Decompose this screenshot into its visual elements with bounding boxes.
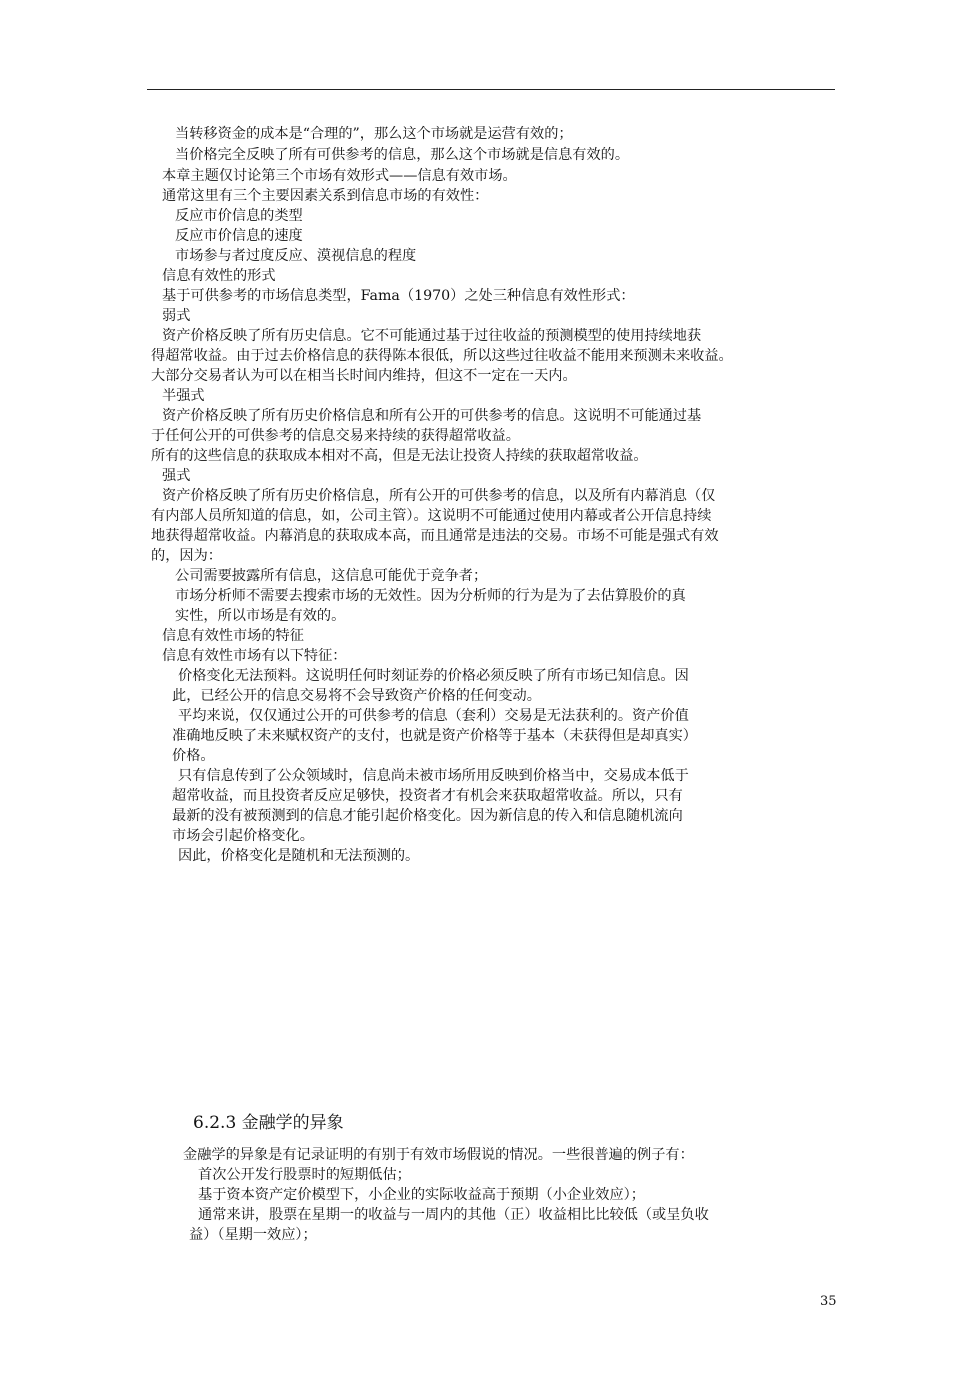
section-heading: 6.2.3 金融学的异象 bbox=[193, 1113, 344, 1133]
text-line: 资产价格反映了所有历史价格信息，所有公开的可供参考的信息，以及所有内幕消息（仅 bbox=[162, 488, 716, 504]
text-line: 公司需要披露所有信息，这信息可能优于竞争者； bbox=[175, 568, 488, 584]
text-line: 信息有效性市场的特征 bbox=[162, 628, 304, 644]
text-line: 因此，价格变化是随机和无法预测的。 bbox=[178, 848, 420, 864]
text-line: 此，已经公开的信息交易将不会导致资产价格的任何变动。 bbox=[172, 688, 541, 704]
text-line: 所有的这些信息的获取成本相对不高，但是无法让投资人持续的获取超常收益。 bbox=[151, 448, 648, 464]
page-number: 35 bbox=[820, 1294, 837, 1309]
text-line: 弱式 bbox=[162, 308, 191, 324]
text-line: 通常这里有三个主要因素关系到信息市场的有效性： bbox=[162, 188, 489, 204]
text-line: 价格变化无法预料。这说明任何时刻证券的价格必须反映了所有市场已知信息。因 bbox=[178, 668, 689, 684]
text-line: 金融学的异象是有记录证明的有别于有效市场假说的情况。一些很普遍的例子有： bbox=[183, 1147, 694, 1163]
text-line: 超常收益，而且投资者反应足够快，投资者才有机会来获取超常收益。所以，只有 bbox=[172, 788, 683, 804]
text-line: 价格。 bbox=[172, 748, 215, 764]
text-line: 通常来讲，股票在星期一的收益与一周内的其他（正）收益相比比较低（或呈负收 bbox=[198, 1207, 709, 1223]
text-line: 的，因为： bbox=[151, 548, 222, 564]
text-line: 地获得超常收益。内幕消息的获取成本高，而且通常是违法的交易。市场不可能是强式有效 bbox=[151, 528, 719, 544]
text-line: 半强式 bbox=[162, 388, 205, 404]
text-line: 当转移资金的成本是“合理的”，那么这个市场就是运营有效的； bbox=[175, 126, 573, 142]
text-line: 基于可供参考的市场信息类型，Fama（1970）之处三种信息有效性形式： bbox=[162, 288, 635, 304]
text-line: 市场分析师不需要去搜索市场的无效性。因为分析师的行为是为了去估算股价的真 bbox=[175, 588, 686, 604]
text-line: 最新的没有被预测到的信息才能引起价格变化。因为新信息的传入和信息随机流向 bbox=[172, 808, 683, 824]
text-line: 实性，所以市场是有效的。 bbox=[175, 608, 346, 624]
text-line: 反应市价信息的速度 bbox=[175, 228, 303, 244]
text-line: 资产价格反映了所有历史价格信息和所有公开的可供参考的信息。这说明不可能通过基 bbox=[162, 408, 702, 424]
text-line: 准确地反映了未来赋权资产的支付，也就是资产价格等于基本（未获得但是却真实） bbox=[172, 728, 697, 744]
text-line: 市场参与者过度反应、漠视信息的程度 bbox=[175, 248, 417, 264]
text-line: 有内部人员所知道的信息，如，公司主管）。这说明不可能通过使用内幕或者公开信息持续 bbox=[151, 508, 712, 524]
text-line: 市场会引起价格变化。 bbox=[172, 828, 314, 844]
text-line: 于任何公开的可供参考的信息交易来持续的获得超常收益。 bbox=[151, 428, 520, 444]
text-line: 只有信息传到了公众领域时，信息尚未被市场所用反映到价格当中，交易成本低于 bbox=[178, 768, 689, 784]
text-line: 大部分交易者认为可以在相当长时间内维持，但这不一定在一天内。 bbox=[151, 368, 577, 384]
text-line: 反应市价信息的类型 bbox=[175, 208, 303, 224]
text-line: 信息有效性市场有以下特征： bbox=[162, 648, 347, 664]
text-line: 信息有效性的形式 bbox=[162, 268, 276, 284]
text-line: 得超常收益。由于过去价格信息的获得陈本很低，所以这些过往收益不能用来预测未来收益。 bbox=[151, 348, 733, 364]
text-line: 益）（星期一效应）； bbox=[189, 1227, 317, 1243]
text-line: 首次公开发行股票时的短期低估； bbox=[198, 1167, 411, 1183]
text-line: 基于资本资产定价模型下，小企业的实际收益高于预期（小企业效应）； bbox=[198, 1187, 645, 1203]
text-line: 资产价格反映了所有历史信息。它不可能通过基于过往收益的预测模型的使用持续地获 bbox=[162, 328, 702, 344]
text-line: 平均来说，仅仅通过公开的可供参考的信息（套利）交易是无法获利的。资产价值 bbox=[178, 708, 689, 724]
text-line: 强式 bbox=[162, 468, 191, 484]
text-line: 本章主题仅讨论第三个市场有效形式——信息有效市场。 bbox=[162, 168, 517, 184]
text-line: 当价格完全反映了所有可供参考的信息，那么这个市场就是信息有效的。 bbox=[175, 147, 630, 163]
header-rule bbox=[147, 89, 835, 90]
